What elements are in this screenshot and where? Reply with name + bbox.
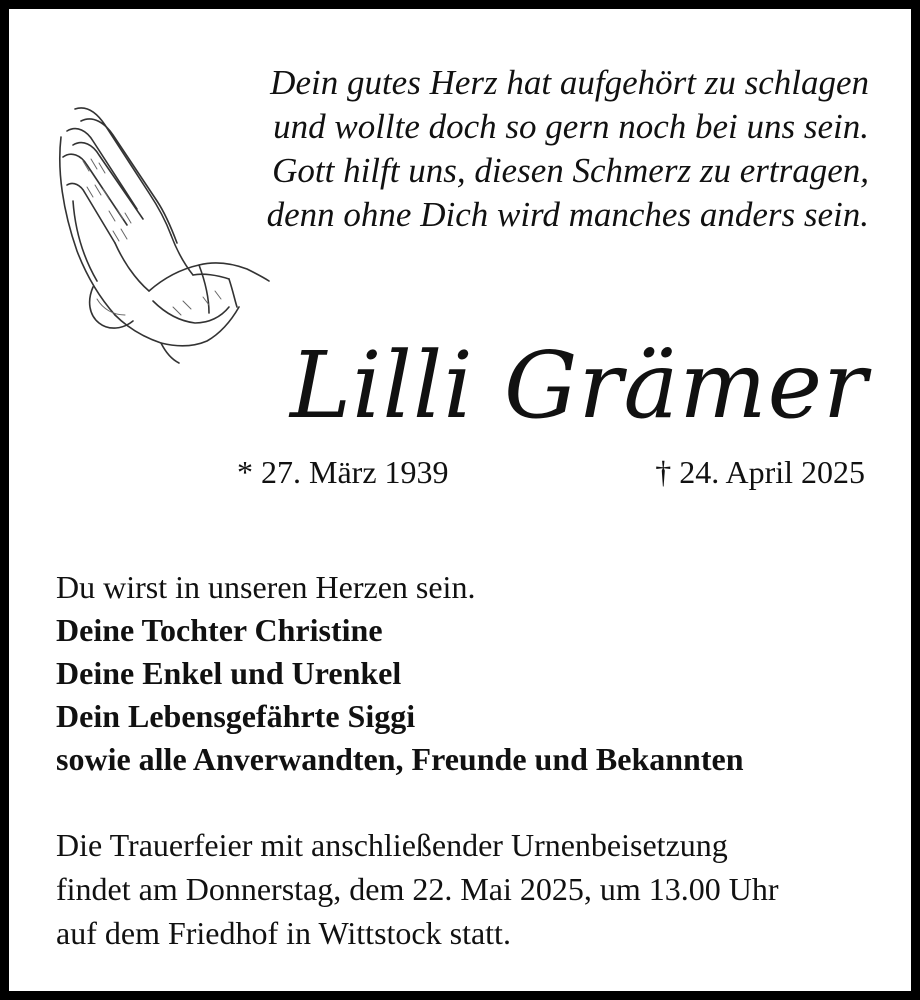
poem-line: und wollte doch so gern noch bei uns sein.	[273, 107, 869, 146]
poem-line: Gott hilft uns, diesen Schmerz zu ertragen,	[272, 151, 869, 190]
poem-line: Dein gutes Herz hat aufgehört zu schlagen	[270, 63, 869, 102]
deceased-name: Lilli Grämer	[289, 332, 868, 439]
mourner-line: sowie alle Anverwandten, Freunde und Bekannten	[56, 741, 744, 777]
birth-date: * 27. März 1939	[237, 454, 449, 490]
mourner-line: Dein Lebensgefährte Siggi	[56, 698, 416, 734]
family-intro: Du wirst in unseren Herzen sein.	[56, 569, 476, 605]
poem-line: denn ohne Dich wird manches anders sein.	[266, 195, 869, 234]
mourner-line: Deine Enkel und Urenkel	[56, 655, 402, 691]
service-line: auf dem Friedhof in Wittstock statt.	[56, 915, 511, 951]
death-date: † 24. April 2025	[655, 454, 865, 490]
family-section	[56, 566, 744, 781]
funeral-service-info	[56, 823, 779, 955]
service-line: findet am Donnerstag, dem 22. Mai 2025, um 13.00 Uhr	[56, 871, 779, 907]
poem-verse	[209, 61, 869, 237]
mourner-line: Deine Tochter Christine	[56, 612, 383, 648]
service-line: Die Trauerfeier mit anschließender Urnenbeisetzung	[56, 827, 728, 863]
